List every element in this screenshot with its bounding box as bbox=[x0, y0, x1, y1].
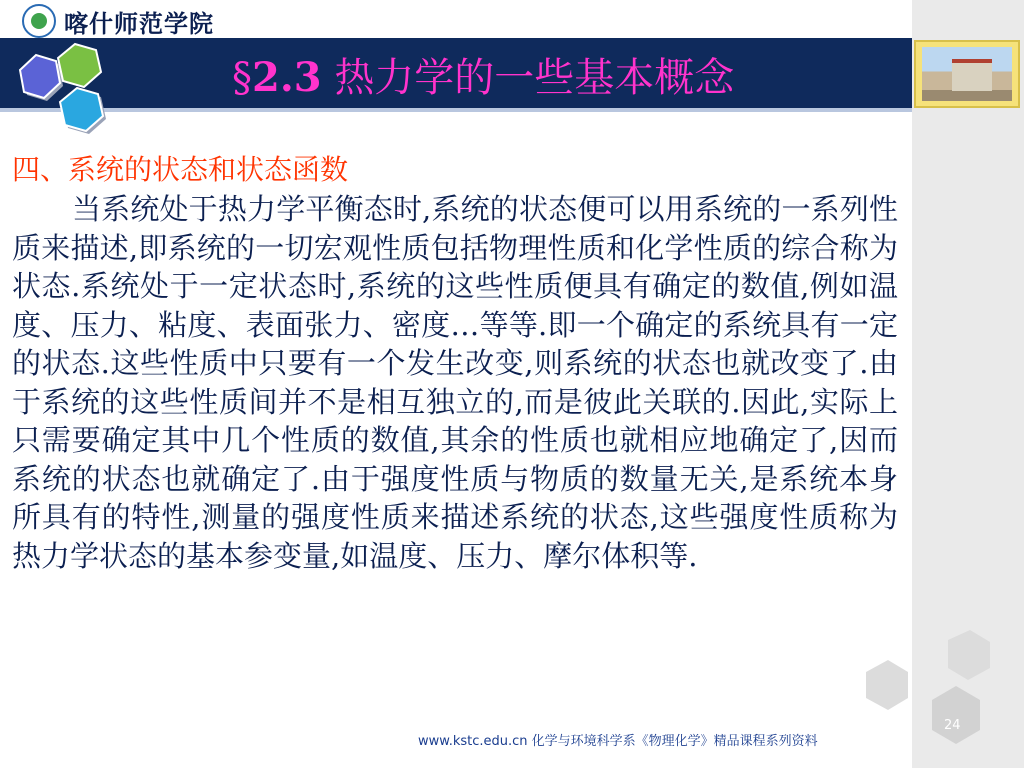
corner-hexagon-right bbox=[932, 686, 980, 744]
footer-url[interactable]: www.kstc.edu.cn bbox=[418, 734, 528, 749]
top-strip bbox=[0, 0, 912, 38]
section-number: 2.3 bbox=[252, 54, 322, 101]
section-heading: 四、系统的状态和状态函数 bbox=[12, 153, 349, 186]
school-name: 喀什师范学院 bbox=[64, 9, 214, 38]
corner-hexagon-decoration bbox=[860, 630, 1024, 768]
campus-gate-photo bbox=[922, 47, 1012, 101]
hexagon-decoration bbox=[0, 40, 150, 150]
footer-course-text: 化学与环境科学系《物理化学》精品课程系列资料 bbox=[527, 734, 818, 749]
title-text: 热力学的一些基本概念 bbox=[334, 55, 735, 101]
footer bbox=[418, 730, 818, 749]
slide-title bbox=[232, 46, 734, 103]
body-paragraph: 当系统处于热力学平衡态时,系统的状态便可以用系统的一系列性质来描述,即系统的一切宏观性质包括物理性质和化学性质的综合称为状态.系统处于一定状态时,系统的这些性质便具有确定的数值,例如温度、压力、粘度、表面张力、密度…等等.即一个确定的系统具有一定的状态.这些性质中只要有一个发生改变,则系统的状态也就改变了.由于系统的这些性质间并不是相互独立的,而是彼此关联的.因此,实际上只需要确定其中几个性质的数值,其余的性质也就相应地确定了,因而系统的状态也就确定了.由于强度性质与物质的数量无关,是系统本身所具有的特性,测量的强度性质来描述系统的状态,这些强度性质称为热力学状态的基本参变量,如温度、压力、摩尔体积等. bbox=[12, 192, 898, 573]
hexagon-green bbox=[58, 44, 101, 87]
corner-hexagon-left bbox=[866, 660, 908, 710]
section-symbol: § bbox=[232, 55, 252, 101]
campus-photo-frame bbox=[914, 40, 1020, 108]
corner-hexagon-top bbox=[948, 630, 990, 680]
school-logo-icon bbox=[22, 4, 56, 38]
page-number: 24 bbox=[944, 718, 961, 733]
